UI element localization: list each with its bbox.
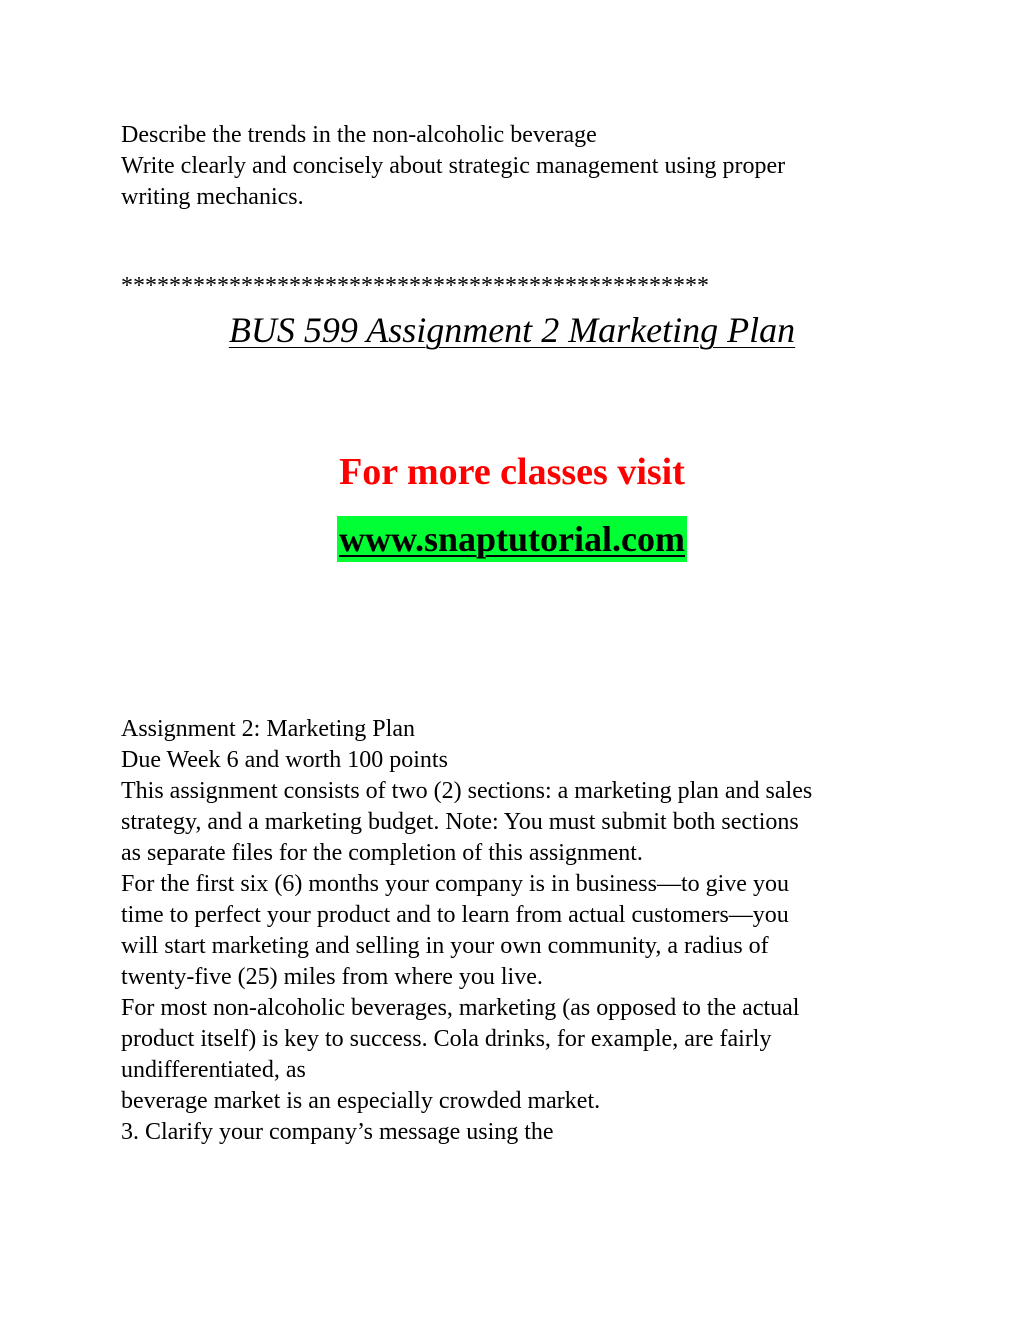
body-line: Assignment 2: Marketing Plan <box>121 716 415 742</box>
body-line: strategy, and a marketing budget. Note: You must submit both sections <box>121 809 799 835</box>
assignment-body <box>121 714 911 1148</box>
document-title: BUS 599 Assignment 2 Marketing Plan <box>228 310 796 350</box>
body-line: 3. Clarify your company’s message using the <box>121 1119 554 1145</box>
body-line: undifferentiated, as <box>121 1057 306 1083</box>
intro-line: writing mechanics. <box>121 184 304 210</box>
body-line: will start marketing and selling in your own community, a radius of <box>121 933 769 959</box>
website-link[interactable]: www.snaptutorial.com <box>337 516 687 562</box>
intro-line: Write clearly and concisely about strategic management using proper <box>121 153 786 179</box>
promo-heading: For more classes visit <box>339 451 685 493</box>
body-line: time to perfect your product and to learn from actual customers—you <box>121 902 789 928</box>
asterisk-separator: ************************************************* <box>121 273 709 299</box>
body-line: twenty-five (25) miles from where you live. <box>121 964 543 990</box>
body-line: Due Week 6 and worth 100 points <box>121 747 448 773</box>
body-line: For most non-alcoholic beverages, marketing (as opposed to the actual <box>121 995 800 1021</box>
body-line: For the first six (6) months your company is in business—to give you <box>121 871 789 897</box>
intro-line: Describe the trends in the non-alcoholic beverage <box>121 122 597 148</box>
body-line: product itself) is key to success. Cola drinks, for example, are fairly <box>121 1026 772 1052</box>
body-line: This assignment consists of two (2) sections: a marketing plan and sales <box>121 778 813 804</box>
body-line: beverage market is an especially crowded market. <box>121 1088 601 1114</box>
body-line: as separate files for the completion of this assignment. <box>121 840 643 866</box>
website-container <box>0 516 1024 562</box>
intro-paragraph <box>121 120 911 213</box>
